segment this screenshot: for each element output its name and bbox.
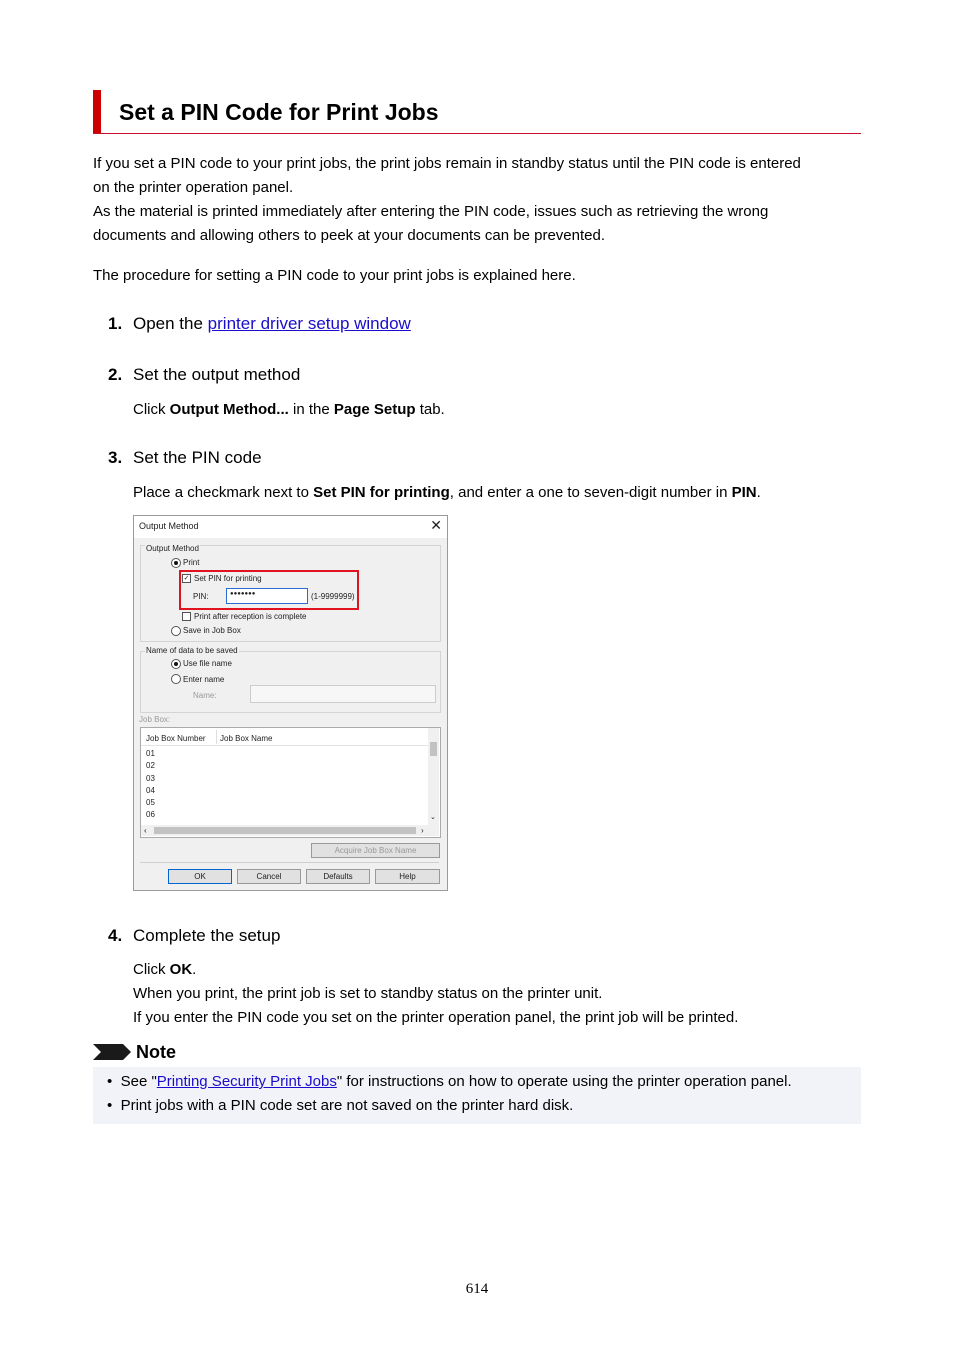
note-text: Print jobs with a PIN code set are not saved on the printer hard disk. [120, 1097, 574, 1114]
print-radio[interactable] [171, 558, 181, 568]
step-2-description [133, 398, 445, 422]
page-title: Set a PIN Code for Print Jobs [119, 99, 439, 125]
step-2-number: 2. [108, 365, 123, 384]
save-job-box-radio[interactable] [171, 626, 181, 636]
step-4-number: 4. [108, 926, 123, 945]
list-item[interactable]: 03 [146, 774, 155, 783]
desc-text: in the [288, 401, 334, 418]
step-4-line-1: When you print, the print job is set to standby status on the printer unit. [133, 985, 603, 1002]
enter-name-label: Enter name [183, 675, 225, 684]
note-title: Note [136, 1042, 176, 1062]
step-3-title: Set the PIN code [133, 448, 262, 467]
desc-text: tab. [415, 401, 445, 418]
scroll-down-icon[interactable]: ⌄ [430, 814, 436, 821]
use-file-name-label: Use file name [183, 659, 232, 668]
desc-text: . [756, 484, 761, 501]
pin-input-value: ●●●●●●● [230, 591, 256, 597]
ok-term: OK [169, 961, 193, 978]
pin-range: (1-9999999) [311, 592, 355, 601]
output-method-dialog [133, 515, 448, 891]
close-icon[interactable]: ✕ [430, 517, 442, 533]
note-text: See " [120, 1073, 157, 1090]
step-1-title [133, 314, 411, 334]
list-item[interactable]: 02 [146, 761, 155, 770]
print-after-reception-checkbox[interactable] [182, 612, 191, 621]
save-job-box-label: Save in Job Box [183, 626, 241, 635]
scrollbar-thumb[interactable] [430, 742, 437, 756]
highlight-box [179, 570, 359, 610]
page-setup-term: Page Setup [333, 401, 416, 418]
note-arrows-icon [93, 1044, 133, 1060]
column-job-box-name[interactable]: Job Box Name [220, 734, 273, 743]
note-box [93, 1067, 861, 1124]
step-4-line-2: If you enter the PIN code you set on the printer operation panel, the print job will be printed. [133, 1009, 739, 1026]
set-pin-label: Set PIN for printing [194, 574, 262, 583]
printing-security-print-jobs-link[interactable]: Printing Security Print Jobs [156, 1073, 337, 1090]
intro-line-3: As the material is printed immediately after entering the PIN code, issues such as retrieving the wrong [93, 203, 769, 220]
enter-name-radio[interactable] [171, 674, 181, 684]
scroll-left-icon[interactable]: ‹ [144, 826, 147, 835]
dialog-title: Output Method [139, 521, 199, 531]
print-after-reception-label: Print after reception is complete [194, 612, 307, 621]
output-method-group-label: Output Method [146, 544, 199, 553]
step-3-description [133, 481, 761, 505]
intro-line-4: documents and allowing others to peek at your documents can be prevented. [93, 227, 605, 244]
section-heading [93, 90, 861, 134]
column-job-box-number[interactable]: Job Box Number [146, 734, 206, 743]
set-pin-checkbox[interactable]: ✓ [183, 575, 190, 582]
scroll-right-icon[interactable]: › [421, 826, 424, 835]
column-divider [216, 730, 217, 744]
defaults-button[interactable]: Defaults [306, 869, 370, 884]
heading-accent-bar [93, 90, 101, 133]
ok-button[interactable]: OK [168, 869, 232, 884]
dialog-title-bar [134, 516, 447, 538]
note-item-2: • Print jobs with a PIN code set are not saved on the printer hard disk. [107, 1097, 574, 1114]
desc-text: Click [133, 401, 170, 418]
printer-driver-setup-link[interactable]: printer driver setup window [207, 314, 411, 333]
list-item[interactable]: 06 [146, 810, 155, 819]
job-box-label: Job Box: [139, 715, 171, 724]
step-4-title: Complete the setup [133, 926, 281, 945]
list-item[interactable]: 01 [146, 749, 155, 758]
name-data-group-label: Name of data to be saved [146, 646, 238, 655]
scrollbar-thumb[interactable] [154, 827, 416, 834]
desc-text: , and enter a one to seven-digit number in [449, 484, 732, 501]
page-number: 614 [465, 1281, 489, 1297]
step-2-title: Set the output method [133, 365, 301, 384]
pin-term: PIN [731, 484, 757, 501]
step-4-description [133, 958, 196, 982]
job-box-list[interactable] [140, 727, 441, 838]
note-item-1: • See "Printing Security Print Jobs" for instructions on how to operate using the printer operation panel. [107, 1073, 792, 1090]
list-item[interactable]: 04 [146, 786, 155, 795]
step-1-title-text: Open the [133, 314, 208, 333]
pin-label: PIN: [193, 592, 209, 601]
acquire-job-box-name-button[interactable]: Acquire Job Box Name [311, 843, 440, 858]
desc-text: Click [133, 961, 170, 978]
horizontal-scrollbar[interactable] [141, 825, 439, 836]
note-text: " for instructions on how to operate using the printer operation panel. [336, 1073, 792, 1090]
step-3-number: 3. [108, 448, 123, 467]
step-1-number: 1. [108, 314, 123, 333]
help-button[interactable]: Help [375, 869, 440, 884]
vertical-scrollbar[interactable] [428, 728, 439, 825]
use-file-name-radio[interactable] [171, 659, 181, 669]
procedure-intro: The procedure for setting a PIN code to your print jobs is explained here. [93, 267, 576, 284]
list-item[interactable]: 05 [146, 798, 155, 807]
print-radio-label: Print [183, 558, 200, 567]
desc-text: Place a checkmark next to [133, 484, 314, 501]
name-input[interactable] [250, 685, 436, 703]
divider [140, 862, 439, 863]
output-method-term: Output Method... [169, 401, 289, 418]
intro-line-1: If you set a PIN code to your print jobs, the print jobs remain in standby status until the PIN code is entered [93, 155, 801, 172]
name-label: Name: [193, 691, 217, 700]
intro-line-2: on the printer operation panel. [93, 179, 294, 196]
desc-text: . [192, 961, 197, 978]
cancel-button[interactable]: Cancel [237, 869, 301, 884]
set-pin-term: Set PIN for printing [313, 484, 450, 501]
